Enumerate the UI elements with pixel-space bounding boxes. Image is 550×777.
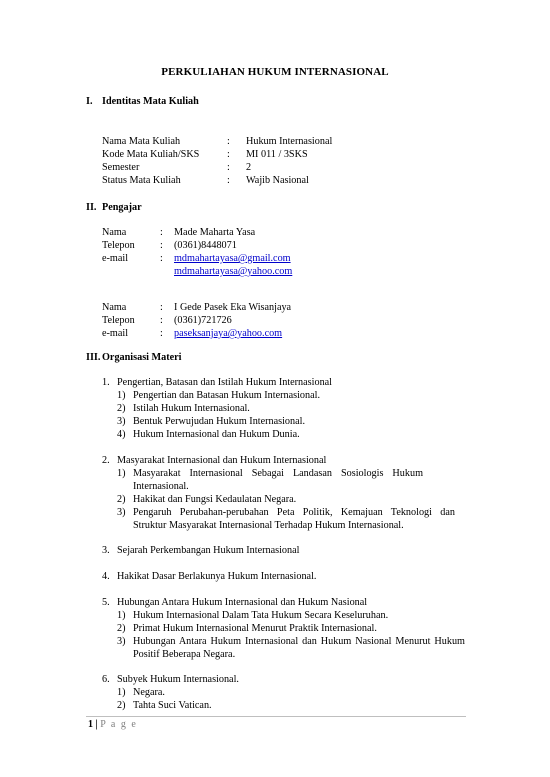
sub-item-text: Tahta Suci Vatican. (133, 700, 212, 711)
materi-title: Sejarah Perkembangan Hukum Internasional (117, 545, 300, 556)
identitas-value: 2 (246, 162, 252, 173)
pengajar-email-label: e-mail (102, 253, 129, 264)
sub-item-text: Hukum Internasional Dalam Tata Hukum Secara Keseluruhan. (133, 610, 389, 621)
pengajar-email-link[interactable]: paseksanjaya@yahoo.com (174, 328, 283, 339)
sub-item-text: Istilah Hukum Internasional. (133, 403, 250, 414)
sub-item-text: Hakikat dan Fungsi Kedaulatan Negara. (133, 494, 297, 505)
sub-item-text: Hubungan Antara Hukum Internasional dan Hukum Nasional Menurut Hukum Positif Beberapa Negara. (133, 636, 465, 660)
section-1-number: I. (86, 96, 93, 107)
footer-divider (86, 716, 466, 717)
pengajar-colon: : (160, 227, 163, 238)
page-label: P a g e (100, 719, 138, 730)
sub-item-text: Bentuk Perwujudan Hukum Internasional. (133, 416, 306, 427)
materi-number: 5. (102, 597, 110, 608)
pengajar-colon: : (160, 240, 163, 251)
materi-number: 4. (102, 571, 110, 582)
document-title: PERKULIAHAN HUKUM INTERNASIONAL (161, 66, 389, 78)
section-2-number: II. (86, 202, 97, 213)
identitas-colon: : (227, 175, 230, 186)
pengajar-email-link[interactable]: mdmahartayasa@gmail.com (174, 253, 291, 264)
sub-item-text: Hukum Internasional dan Hukum Dunia. (133, 429, 300, 440)
pengajar-colon: : (160, 315, 163, 326)
materi-number: 3. (102, 545, 110, 556)
pengajar-telepon-label: Telepon (102, 240, 135, 251)
footer-separator: | (95, 719, 98, 730)
sub-item-number: 4) (117, 429, 126, 440)
pengajar-nama: I Gede Pasek Eka Wisanjaya (174, 302, 292, 313)
identitas-label: Status Mata Kuliah (102, 175, 181, 186)
section-3-heading: Organisasi Materi (102, 352, 182, 363)
sub-item-number: 2) (117, 494, 126, 505)
pengajar-colon: : (160, 328, 163, 339)
identitas-colon: : (227, 136, 230, 147)
sub-item-number: 3) (117, 416, 126, 427)
materi-number: 2. (102, 455, 110, 466)
pengajar-colon: : (160, 302, 163, 313)
materi-number: 6. (102, 674, 110, 685)
identitas-value: MI 011 / 3SKS (246, 149, 308, 160)
pengajar-telepon: (0361)8448071 (174, 240, 237, 251)
pengajar-nama-label: Nama (102, 302, 127, 313)
pengajar-email-label: e-mail (102, 328, 129, 339)
pengajar-nama: Made Maharta Yasa (174, 227, 256, 238)
sub-item-number: 1) (117, 610, 126, 621)
materi-title: Subyek Hukum Internasional. (117, 674, 239, 685)
identitas-value: Wajib Nasional (246, 175, 309, 186)
identitas-colon: : (227, 149, 230, 160)
sub-item-number: 1) (117, 390, 126, 401)
identitas-label: Kode Mata Kuliah/SKS (102, 149, 200, 160)
page-number: 1 (88, 719, 93, 730)
sub-item-number: 2) (117, 700, 126, 711)
materi-number: 1. (102, 377, 110, 388)
materi-title: Pengertian, Batasan dan Istilah Hukum Internasional (117, 377, 333, 388)
pengajar-email-link[interactable]: mdmahartayasa@yahoo.com (174, 266, 293, 277)
section-3-number: III. (86, 352, 101, 363)
sub-item-number: 1) (117, 687, 126, 698)
materi-title: Hakikat Dasar Berlakunya Hukum Internasional. (117, 571, 317, 582)
pengajar-nama-label: Nama (102, 227, 127, 238)
sub-item-number: 2) (117, 403, 126, 414)
materi-title: Hubungan Antara Hukum Internasional dan Hukum Nasional (117, 597, 368, 608)
sub-item-number: 3) (117, 636, 126, 647)
sub-item-text: Primat Hukum Internasional Menurut Praktik Internasional. (133, 623, 377, 634)
identitas-label: Semester (102, 162, 140, 173)
sub-item-text: Masyarakat Internasional Sebagai Landasan Sosiologis Hukum Internasional. (133, 468, 423, 492)
pengajar-colon: : (160, 253, 163, 264)
identitas-label: Nama Mata Kuliah (102, 136, 181, 147)
pengajar-telepon: (0361)721726 (174, 315, 232, 326)
sub-item-text: Pengaruh Perubahan-perubahan Peta Politik, Kemajuan Teknologi dan Struktur Masyarakat Internasional Terhadap Hukum Internasional. (133, 507, 455, 531)
section-1-heading: Identitas Mata Kuliah (102, 96, 199, 107)
identitas-value: Hukum Internasional (246, 136, 333, 147)
sub-item-text: Pengertian dan Batasan Hukum Internasional. (133, 390, 321, 401)
sub-item-number: 2) (117, 623, 126, 634)
sub-item-number: 3) (117, 507, 126, 518)
page-footer (88, 719, 137, 730)
section-2-heading: Pengajar (102, 202, 142, 213)
sub-item-number: 1) (117, 468, 126, 479)
identitas-colon: : (227, 162, 230, 173)
materi-title: Masyarakat Internasional dan Hukum Internasional (117, 455, 327, 466)
sub-item-text: Negara. (133, 687, 165, 698)
pengajar-telepon-label: Telepon (102, 315, 135, 326)
